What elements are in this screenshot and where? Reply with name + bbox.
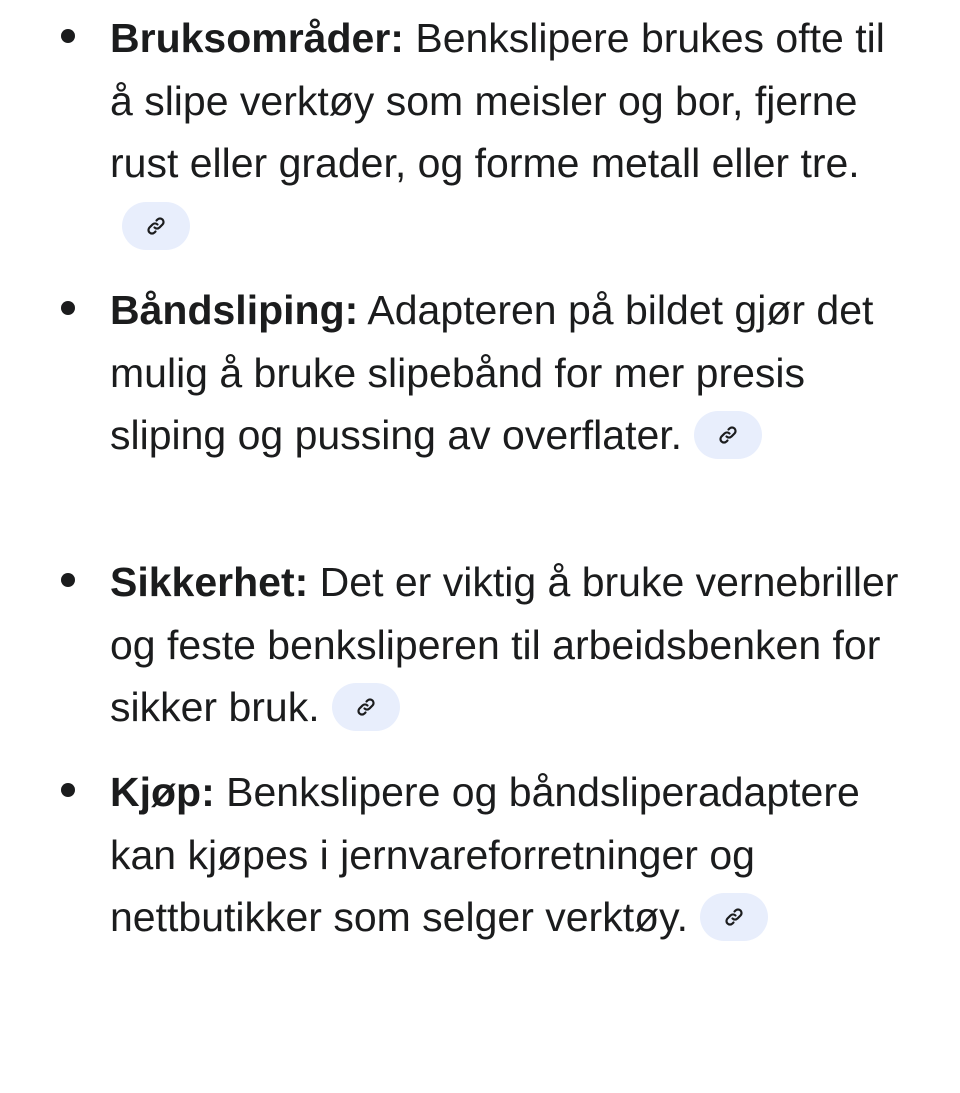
bullet-point	[61, 29, 75, 43]
citation-chip[interactable]	[122, 202, 190, 250]
item-text: Det er viktig å bruke vernebriller og feste benksliperen til arbeidsbenken for sikker bruk.	[110, 559, 899, 730]
bullet-point	[61, 573, 75, 587]
citation-chip[interactable]	[332, 683, 400, 731]
item-heading: Båndsliping:	[110, 287, 359, 333]
list-item	[110, 7, 910, 257]
citation-chip[interactable]	[700, 893, 768, 941]
link-icon	[144, 214, 168, 238]
item-heading: Kjøp:	[110, 769, 215, 815]
item-heading: Sikkerhet:	[110, 559, 309, 605]
link-icon	[722, 905, 746, 929]
list-item	[110, 551, 910, 739]
item-heading: Bruksområder:	[110, 15, 404, 61]
item-text: Benkslipere brukes ofte til å slipe verktøy som meisler og bor, fjerne rust eller grader, og forme metall eller tre.	[110, 15, 885, 186]
list-item	[110, 761, 910, 949]
list-item	[110, 279, 910, 467]
link-icon	[354, 695, 378, 719]
item-text: Adapteren på bildet gjør det mulig å bruke slipebånd for mer presis sliping og pussing av overflater.	[110, 287, 874, 458]
bullet-point	[61, 301, 75, 315]
link-icon	[716, 423, 740, 447]
item-text: Benkslipere og båndsliperadaptere kan kjøpes i jernvareforretninger og nettbutikker som selger verktøy.	[110, 769, 860, 940]
citation-chip[interactable]	[694, 411, 762, 459]
bullet-point	[61, 783, 75, 797]
